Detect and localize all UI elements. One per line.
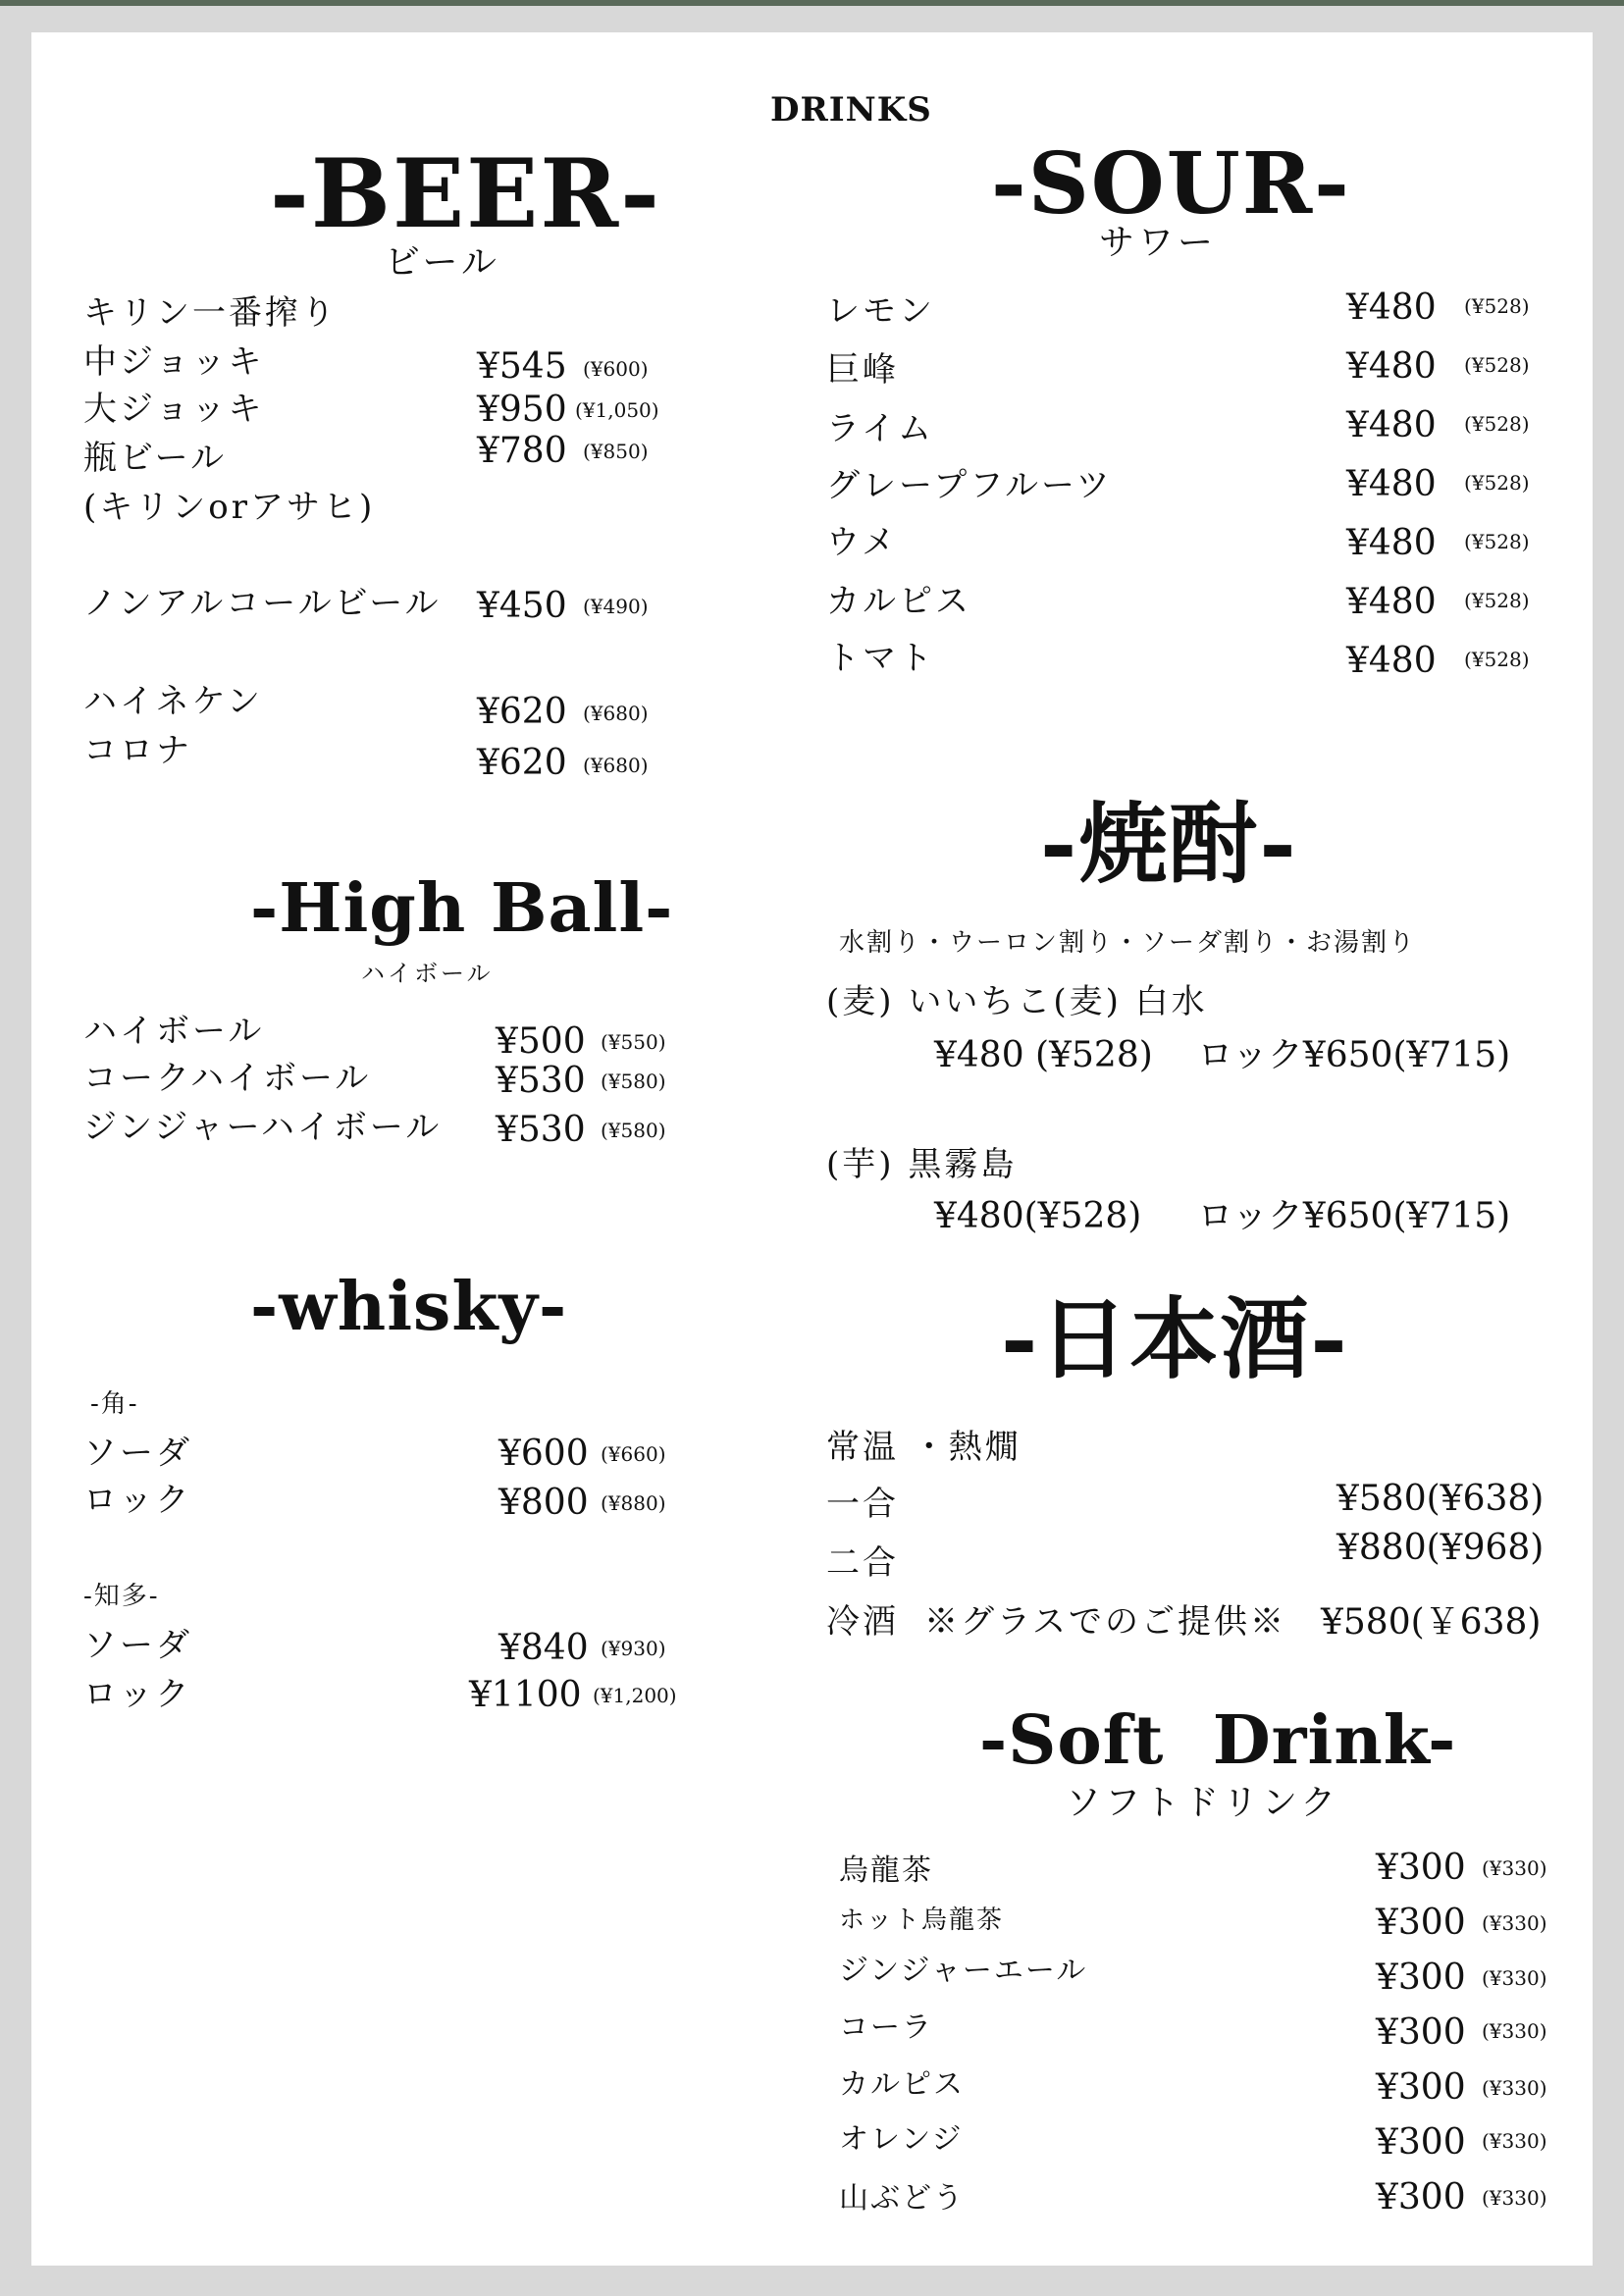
menu-item-price: ¥880(¥968)	[1336, 1528, 1545, 1568]
menu-item-tax-price: (¥330)	[1482, 1856, 1547, 1880]
menu-item-price: ¥1100	[469, 1675, 582, 1715]
menu-item-price: ¥545	[477, 346, 567, 387]
menu-item-price: ¥480	[1346, 405, 1437, 445]
soft-drink-subheading: ソフトドリンク	[1066, 1783, 1340, 1823]
menu-item-tax-price: (¥1,200)	[593, 1684, 677, 1707]
menu-item-price: ¥480	[1346, 346, 1437, 387]
menu-item-name: 冷酒	[826, 1602, 899, 1642]
menu-item-price: ¥500	[496, 1021, 586, 1062]
menu-item-tax-price: (¥880)	[601, 1491, 666, 1515]
menu-item-price: ¥480	[1346, 641, 1437, 681]
menu-item-name: コークハイボール	[83, 1059, 372, 1098]
menu-item-tax-price: (¥528)	[1464, 412, 1530, 436]
menu-item-name: 瓶ビール	[83, 439, 227, 478]
menu-item-name: トマト	[826, 639, 935, 678]
sour-subheading: サワー	[1099, 223, 1218, 263]
menu-item-price: ¥580(￥638)	[1321, 1602, 1542, 1643]
menu-item-tax-price: (¥330)	[1482, 2129, 1547, 2153]
menu-item-tax-price: (¥528)	[1464, 294, 1530, 318]
menu-item-tax-price: (¥850)	[583, 440, 649, 463]
menu-item-name: 二合	[826, 1543, 899, 1583]
sake-heading: -日本酒-	[1001, 1287, 1349, 1391]
menu-item-price: ¥580(¥638)	[1336, 1479, 1545, 1519]
bottle-beer-note: (キリンorアサヒ)	[83, 488, 376, 527]
sake-temperature: 常温 ・熱燗	[826, 1428, 1022, 1467]
highball-heading: -High Ball-	[250, 869, 674, 948]
menu-item-price: ¥620	[477, 692, 567, 732]
menu-item-price: ¥300	[1376, 2067, 1466, 2108]
shochu-mugi-prices: ¥480 (¥528) ロック¥650(¥715)	[934, 1035, 1511, 1075]
menu-item-tax-price: (¥330)	[1482, 2076, 1547, 2100]
menu-item-name: ジンジャーハイボール	[83, 1108, 443, 1147]
menu-item-price: ¥480	[1346, 582, 1437, 622]
page-title: DRINKS	[770, 90, 932, 130]
menu-item-tax-price: (¥600)	[583, 357, 649, 381]
menu-item-name: ホット烏龍茶	[839, 1905, 1005, 1935]
whisky-heading: -whisky-	[250, 1268, 568, 1346]
menu-item-price: ¥480	[1346, 523, 1437, 563]
menu-item-price: ¥300	[1376, 2122, 1466, 2163]
menu-item-tax-price: (¥680)	[583, 702, 649, 725]
menu-item-name: コーラ	[839, 2010, 933, 2045]
menu-item-tax-price: (¥580)	[601, 1070, 666, 1093]
menu-item-price: ¥480	[1346, 464, 1437, 504]
menu-item-name: カルピス	[826, 582, 971, 621]
menu-item-name: 中ジョッキ	[83, 342, 265, 382]
menu-item-tax-price: (¥330)	[1482, 1911, 1547, 1935]
menu-item-name: グレープフルーツ	[826, 466, 1113, 505]
sake-cold-note: ※グラスでのご提供※	[924, 1602, 1286, 1642]
menu-item-name: 一合	[826, 1485, 899, 1524]
shochu-mix-note: 水割り・ウーロン割り・ソーダ割り・お湯割り	[839, 928, 1417, 958]
highball-subheading: ハイボール	[361, 960, 494, 987]
whisky-chita-label: -知多-	[83, 1582, 160, 1611]
menu-item-tax-price: (¥330)	[1482, 1966, 1547, 1990]
menu-item-name: 山ぶどう	[839, 2181, 965, 2216]
shochu-heading: -焼酎-	[1040, 792, 1298, 896]
menu-item-tax-price: (¥660)	[601, 1442, 666, 1466]
menu-item-name: レモン	[826, 291, 935, 331]
menu-item-tax-price: (¥528)	[1464, 353, 1530, 377]
menu-item-tax-price: (¥490)	[583, 595, 649, 618]
shochu-imo-prices: ¥480(¥528) ロック¥650(¥715)	[934, 1196, 1511, 1236]
menu-item-tax-price: (¥528)	[1464, 648, 1530, 671]
beer-heading: -BEER-	[270, 138, 661, 249]
menu-item-tax-price: (¥580)	[601, 1119, 666, 1142]
menu-item-price: ¥300	[1376, 2012, 1466, 2053]
menu-item-name: 烏龍茶	[839, 1853, 933, 1888]
sour-heading: -SOUR-	[991, 134, 1351, 234]
menu-item-tax-price: (¥528)	[1464, 471, 1530, 495]
menu-item-tax-price: (¥330)	[1482, 2019, 1547, 2043]
menu-item-price: ¥530	[496, 1110, 586, 1150]
menu-item-tax-price: (¥528)	[1464, 530, 1530, 553]
menu-item-price: ¥840	[498, 1628, 589, 1668]
menu-item-name: ライム	[826, 409, 934, 448]
menu-item-name: ウメ	[826, 523, 898, 562]
whisky-kaku-label: -角-	[90, 1389, 139, 1419]
beer-subheading: ビール	[385, 242, 500, 283]
menu-item-name: ジンジャーエール	[839, 1954, 1088, 1988]
menu-item-price: ¥300	[1376, 2177, 1466, 2218]
menu-item-price: ¥300	[1376, 1957, 1466, 1998]
menu-item-tax-price: (¥330)	[1482, 2186, 1547, 2210]
menu-item-price: ¥800	[498, 1483, 589, 1523]
menu-item-price: ¥600	[498, 1434, 589, 1474]
menu-item-name: カルピス	[839, 2067, 965, 2102]
menu-item-price: ¥300	[1376, 1848, 1466, 1888]
menu-item-name: ロック	[83, 1481, 192, 1520]
menu-item-name: ソーダ	[83, 1434, 192, 1473]
menu-item-price: ¥530	[496, 1061, 586, 1101]
menu-item-price: ¥780	[477, 431, 567, 471]
menu-item-name: ロック	[83, 1675, 192, 1714]
menu-item-tax-price: (¥680)	[583, 754, 649, 777]
menu-item-tax-price: (¥930)	[601, 1637, 666, 1660]
menu-item-price: ¥620	[477, 743, 567, 783]
soft-drink-heading: -Soft Drink-	[979, 1701, 1457, 1780]
menu-item-name: オレンジ	[839, 2122, 964, 2157]
menu-item-name: ハイネケン	[83, 682, 263, 721]
top-border	[0, 0, 1624, 6]
shochu-mugi-name: (麦) いいちこ(麦) 白水	[826, 982, 1208, 1021]
menu-item-tax-price: (¥1,050)	[575, 398, 659, 422]
menu-item-tax-price: (¥528)	[1464, 589, 1530, 612]
menu-item-name: 大ジョッキ	[83, 390, 265, 429]
menu-item-price: ¥480	[1346, 287, 1437, 328]
menu-item-price: ¥450	[477, 586, 567, 626]
menu-item-name: ハイボール	[83, 1012, 265, 1051]
menu-item-tax-price: (¥550)	[601, 1030, 666, 1054]
menu-item-price: ¥300	[1376, 1903, 1466, 1943]
menu-item-name: コロナ	[83, 731, 192, 770]
menu-item-name: ソーダ	[83, 1626, 192, 1665]
menu-item-price: ¥950	[477, 390, 567, 430]
shochu-imo-name: (芋) 黒霧島	[826, 1145, 1018, 1184]
beer-brand: キリン一番搾り	[83, 293, 338, 333]
menu-item-name: ノンアルコールビール	[83, 584, 442, 623]
menu-item-name: 巨峰	[826, 350, 899, 390]
